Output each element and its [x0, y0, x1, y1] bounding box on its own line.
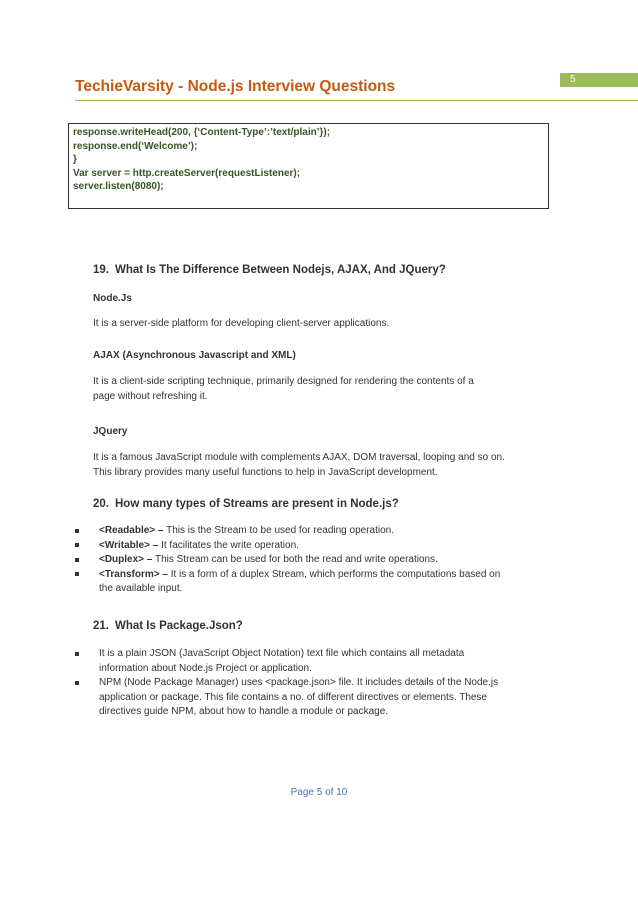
bullet-icon: [75, 529, 79, 533]
item-text: This is the Stream to be used for reading operation.: [163, 525, 394, 536]
package-json-list: [75, 647, 565, 720]
bullet-icon: [75, 572, 79, 576]
term-label: <Transform> –: [99, 568, 168, 580]
question-title: What Is The Difference Between Nodejs, AJAX, And JQuery?: [115, 264, 446, 276]
term-label: <Readable> –: [99, 525, 164, 536]
item-text: It is a plain JSON (JavaScript Object Notation) text file which contains all metadata: [99, 648, 465, 659]
paragraph-line: It is a client-side scripting technique, primarily designed for rendering the contents of a: [93, 376, 474, 387]
item-text: the available input.: [99, 583, 183, 594]
streams-list: [75, 524, 565, 597]
code-line: }: [73, 154, 77, 165]
header-divider: [75, 100, 638, 101]
bullet-icon: [75, 558, 79, 562]
list-item: [75, 539, 565, 554]
nodejs-subheading: Node.Js: [93, 293, 132, 304]
bullet-icon: [75, 681, 79, 685]
page-title: TechieVarsity - Node.js Interview Questions: [75, 78, 396, 95]
ajax-subheading: AJAX (Asynchronous Javascript and XML): [93, 350, 296, 361]
paragraph-line: It is a server-side platform for developing client-server applications.: [93, 318, 390, 329]
question-19-heading: [93, 264, 446, 276]
list-item: [75, 647, 565, 676]
nodejs-paragraph: [93, 316, 389, 331]
code-line: response.end(‘Welcome’);: [73, 140, 198, 152]
term-label: <Writable> –: [99, 539, 159, 551]
item-text: It is a form of a duplex Stream, which performs the computations based on: [167, 568, 501, 580]
page-number-badge: 5: [560, 73, 638, 87]
code-line: response.writeHead(200, {‘Content-Type’:’text/plain’});: [73, 127, 331, 138]
question-number: 20.: [93, 498, 109, 510]
item-text: application or package. This file contains a no. of different directives or elements. These: [99, 691, 487, 703]
term-label: <Duplex> –: [99, 554, 153, 565]
page-footer: Page 5 of 10: [290, 787, 348, 798]
bullet-icon: [75, 543, 79, 547]
ajax-paragraph: [93, 374, 474, 404]
list-item: [75, 553, 565, 568]
code-line: Var server = http.createServer(requestListener);: [73, 167, 301, 179]
paragraph-line: page without refreshing it.: [93, 391, 208, 402]
question-20-heading: [93, 498, 399, 510]
question-21-heading: [93, 620, 243, 632]
question-title: How many types of Streams are present in Node.js?: [115, 498, 399, 510]
item-text: It facilitates the write operation.: [158, 539, 299, 551]
bullet-icon: [75, 652, 79, 656]
jquery-paragraph: [93, 450, 505, 480]
question-title: What Is Package.Json?: [115, 620, 243, 632]
question-number: 21.: [93, 620, 109, 632]
jquery-subheading: JQuery: [93, 426, 128, 437]
list-item: [75, 676, 565, 720]
item-text: This Stream can be used for both the read and write operations.: [152, 554, 438, 565]
item-text: NPM (Node Package Manager) uses <package.json> file. It includes details of the Node.js: [99, 677, 499, 688]
item-text: information about Node.js Project or application.: [99, 662, 312, 674]
code-line: server.listen(8080);: [73, 181, 164, 192]
paragraph-line: It is a famous JavaScript module with complements AJAX, DOM traversal, looping and so on.: [93, 452, 505, 463]
list-item: [75, 524, 565, 539]
paragraph-line: This library provides many useful functions to help in JavaScript development.: [93, 467, 438, 478]
item-text: directives guide NPM, about how to handle a module or package.: [99, 706, 389, 717]
code-block: [68, 123, 549, 209]
list-item: [75, 568, 565, 597]
question-number: 19.: [93, 264, 109, 276]
